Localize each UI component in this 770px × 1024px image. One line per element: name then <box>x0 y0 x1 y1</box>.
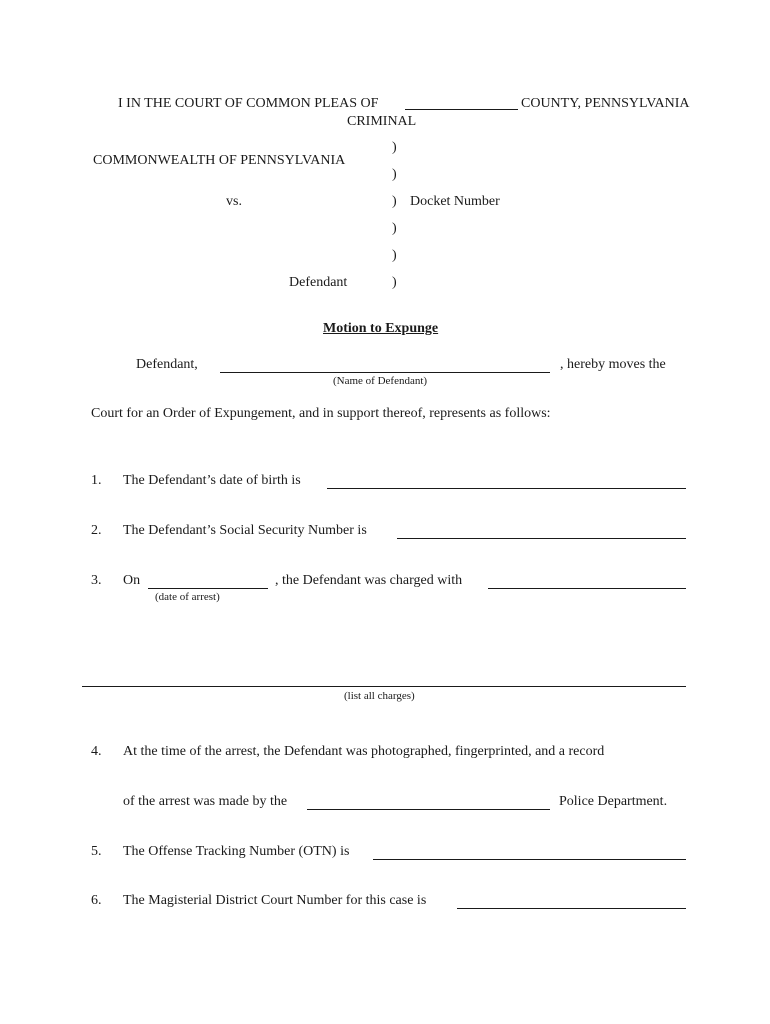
charges-list-blank[interactable] <box>82 686 686 687</box>
item-1-text: The Defendant’s date of birth is <box>123 473 301 488</box>
item-2-text: The Defendant’s Social Security Number is <box>123 523 367 538</box>
item-4-number: 4. <box>91 744 102 759</box>
arrest-date-blank[interactable] <box>148 588 268 589</box>
otn-blank[interactable] <box>373 859 686 860</box>
item-5-text: The Offense Tracking Number (OTN) is <box>123 844 350 859</box>
intro-trail: , hereby moves the <box>560 357 666 372</box>
caption-paren: ) <box>392 221 397 236</box>
docket-number-label: Docket Number <box>410 194 500 209</box>
item-3-number: 3. <box>91 573 102 588</box>
item-6-text: The Magisterial District Court Number for this case is <box>123 893 427 908</box>
plaintiff-name: COMMONWEALTH OF PENNSYLVANIA <box>93 153 346 168</box>
item-5-number: 5. <box>91 844 102 859</box>
item-4-text: At the time of the arrest, the Defendant was photographed, fingerprinted, and a record <box>123 744 605 759</box>
intro-lead: Defendant, <box>136 357 198 372</box>
item-2-number: 2. <box>91 523 102 538</box>
caption-criminal: CRIMINAL <box>347 114 417 129</box>
charges-caption: (list all charges) <box>344 690 415 702</box>
defendant-label: Defendant <box>289 275 348 290</box>
defendant-name-caption: (Name of Defendant) <box>333 375 428 387</box>
date-of-birth-blank[interactable] <box>327 488 686 489</box>
caption-paren: ) <box>392 167 397 182</box>
caption-paren: ) <box>392 248 397 263</box>
charged-with-blank[interactable] <box>488 588 686 589</box>
item-4-cont-suffix: Police Department. <box>559 794 668 809</box>
district-court-number-blank[interactable] <box>457 908 686 909</box>
item-6-number: 6. <box>91 893 102 908</box>
item-3-on: On <box>123 573 141 588</box>
caption-court-prefix: I IN THE COURT OF COMMON PLEAS OF <box>118 96 379 111</box>
caption-county-suffix: COUNTY, PENNSYLVANIA <box>521 96 690 111</box>
item-3-middle: , the Defendant was charged with <box>275 573 463 588</box>
county-blank[interactable] <box>405 109 518 110</box>
arrest-date-caption: (date of arrest) <box>155 591 220 603</box>
intro-continuation: Court for an Order of Expungement, and in support thereof, represents as follows: <box>91 406 551 421</box>
caption-paren: ) <box>392 194 397 209</box>
defendant-name-blank[interactable] <box>220 372 550 373</box>
ssn-blank[interactable] <box>397 538 686 539</box>
versus-label: vs. <box>226 194 242 209</box>
caption-paren: ) <box>392 275 397 290</box>
police-department-blank[interactable] <box>307 809 550 810</box>
item-1-number: 1. <box>91 473 102 488</box>
document-title: Motion to Expunge <box>323 321 439 336</box>
caption-paren: ) <box>392 140 397 155</box>
item-4-cont-prefix: of the arrest was made by the <box>123 794 288 809</box>
